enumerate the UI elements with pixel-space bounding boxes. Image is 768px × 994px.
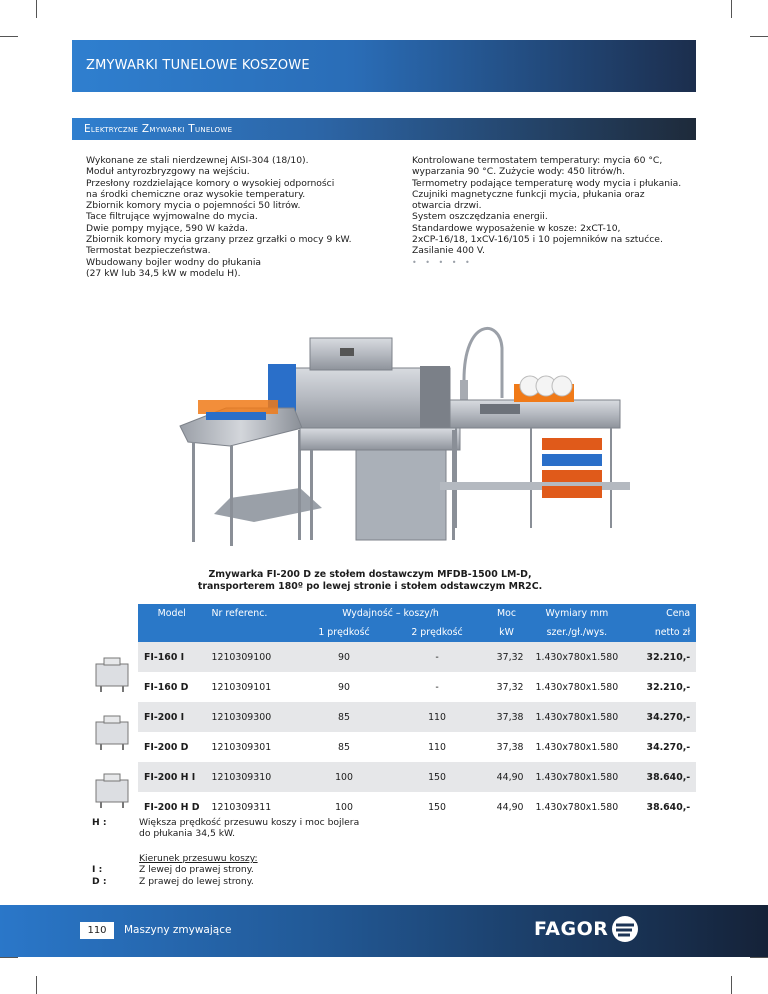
footer-band xyxy=(0,905,768,957)
cell-model: FI-200 D xyxy=(138,732,206,762)
cell-speed1: 100 xyxy=(298,762,391,792)
cell-power: 37,32 xyxy=(484,642,530,672)
cell-power: 37,32 xyxy=(484,672,530,702)
cell-price: 32.210,- xyxy=(624,642,696,672)
note-d: Z prawej do lewej strony. xyxy=(139,876,254,887)
crop-mark xyxy=(750,36,768,37)
fagor-logo-icon xyxy=(610,914,640,944)
footer-label: Maszyny zmywające xyxy=(124,924,232,936)
description-line: Moduł antyrozbryzgowy na wejściu. xyxy=(86,166,250,178)
note-line: Większa prędkość przesuwu koszy i moc bojlera xyxy=(139,817,360,828)
cell-model: FI-200 H D xyxy=(138,792,206,822)
description-line: na środki chemiczne oraz wysokie temperatury. xyxy=(86,188,306,200)
description-left xyxy=(86,155,386,279)
cell-dims: 1.430x780x1.580 xyxy=(530,642,625,672)
cell-model: FI-200 I xyxy=(138,702,206,732)
cell-price: 38.640,- xyxy=(624,762,696,792)
header-dims: Wymiary mm xyxy=(530,604,625,623)
description-line: Zasilanie 400 V. xyxy=(412,245,485,257)
description-line: 2xCP-16/18, 1xCV-16/105 i 10 pojemników na sztućce. xyxy=(412,234,663,246)
header-price-unit: netto zł xyxy=(624,623,696,642)
decorative-dots: • • • • • xyxy=(412,257,473,267)
cell-speed2: 150 xyxy=(391,762,484,792)
cell-speed2: 110 xyxy=(391,732,484,762)
crop-mark xyxy=(731,976,732,994)
cell-dims: 1.430x780x1.580 xyxy=(530,702,625,732)
description-right xyxy=(412,155,702,268)
description-line: System oszczędzania energii. xyxy=(412,211,548,223)
table-row xyxy=(138,702,696,732)
description-line: Dwie pompy myjące, 590 W każda. xyxy=(86,222,248,234)
cell-price: 32.210,- xyxy=(624,672,696,702)
crop-mark xyxy=(36,0,37,18)
crop-mark xyxy=(750,957,768,958)
caption-line: Zmywarka FI-200 D ze stołem dostawczym MFDB-1500 LM-D, xyxy=(208,569,532,580)
crop-mark xyxy=(36,976,37,994)
machine-thumbnail xyxy=(92,712,134,752)
header-dims-unit: szer./gł./wys. xyxy=(530,623,625,642)
cell-power: 44,90 xyxy=(484,762,530,792)
cell-dims: 1.430x780x1.580 xyxy=(530,732,625,762)
section-title: Elektryczne Zmywarki Tunelowe xyxy=(84,123,233,135)
cell-price: 34.270,- xyxy=(624,702,696,732)
machine-thumbnail xyxy=(92,654,134,694)
cell-power: 37,38 xyxy=(484,702,530,732)
note-i: Z lewej do prawej strony. xyxy=(139,864,254,875)
cell-price: 34.270,- xyxy=(624,732,696,762)
header-power-unit: kW xyxy=(484,623,530,642)
header-price: Cena xyxy=(624,604,696,623)
cell-power: 44,90 xyxy=(484,792,530,822)
crop-mark xyxy=(731,0,732,18)
page-title: ZMYWARKI TUNELOWE KOSZOWE xyxy=(86,58,310,73)
cell-speed1: 100 xyxy=(298,792,391,822)
table-row xyxy=(138,732,696,762)
cell-speed2: 150 xyxy=(391,792,484,822)
description-line: otwarcia drzwi. xyxy=(412,200,482,212)
header-blank xyxy=(206,623,298,642)
note-line: do płukania 34,5 kW. xyxy=(139,828,236,840)
description-line: Zbiornik komory mycia o pojemności 50 litrów. xyxy=(86,200,301,212)
description-line: Tace filtrujące wyjmowalne do mycia. xyxy=(86,211,258,223)
cell-ref: 1210309100 xyxy=(206,642,298,672)
brand-name: FAGOR xyxy=(534,918,609,940)
cell-dims: 1.430x780x1.580 xyxy=(530,762,625,792)
crop-mark xyxy=(0,957,18,958)
description-line: Czujniki magnetyczne funkcji mycia, płukania oraz xyxy=(412,188,645,200)
header-capacity: Wydajność – koszy/h xyxy=(298,604,484,623)
description-line: Kontrolowane termostatem temperatury: mycia 60 °C, xyxy=(412,155,663,166)
table-row xyxy=(138,642,696,672)
description-line: Termostat bezpieczeństwa. xyxy=(86,245,211,257)
description-line: Standardowe wyposażenie w kosze: 2xCT-10, xyxy=(412,222,621,234)
description-line: Przesłony rozdzielające komory o wysokiej odporności xyxy=(86,177,335,189)
header-power: Moc xyxy=(484,604,530,623)
header-ref: Nr referenc. xyxy=(206,604,298,623)
cell-ref: 1210309310 xyxy=(206,762,298,792)
description-line: Zbiornik komory mycia grzany przez grzałki o mocy 9 kW. xyxy=(86,234,352,246)
crop-mark xyxy=(0,36,18,37)
cell-ref: 1210309301 xyxy=(206,732,298,762)
cell-speed1: 90 xyxy=(298,672,391,702)
cell-ref: 1210309311 xyxy=(206,792,298,822)
description-line: Wykonane ze stali nierdzewnej AISI-304 (18/10). xyxy=(86,155,309,166)
note-key-h: H : xyxy=(92,817,107,828)
cell-model: FI-160 I xyxy=(138,642,206,672)
note-direction-title xyxy=(139,853,258,864)
cell-model: FI-200 H I xyxy=(138,762,206,792)
description-line: Termometry podające temperaturę wody mycia i płukania. xyxy=(412,177,682,189)
cell-power: 37,38 xyxy=(484,732,530,762)
cell-ref: 1210309101 xyxy=(206,672,298,702)
description-line: Wbudowany bojler wodny do płukania xyxy=(86,256,262,268)
cell-speed2: - xyxy=(391,642,484,672)
cell-speed2: - xyxy=(391,672,484,702)
header-model: Model xyxy=(138,604,206,623)
spec-table xyxy=(138,604,696,822)
direction-title: Kierunek przesuwu koszy: xyxy=(139,853,258,864)
cell-model: FI-160 D xyxy=(138,672,206,702)
description-line: (27 kW lub 34,5 kW w modelu H). xyxy=(86,267,241,279)
cell-price: 38.640,- xyxy=(624,792,696,822)
cell-speed2: 110 xyxy=(391,702,484,732)
header-speed1: 1 prędkość xyxy=(298,623,391,642)
cell-dims: 1.430x780x1.580 xyxy=(530,672,625,702)
cell-ref: 1210309300 xyxy=(206,702,298,732)
cell-dims: 1.430x780x1.580 xyxy=(530,792,625,822)
note-key-d: D : xyxy=(92,876,107,887)
cell-speed1: 90 xyxy=(298,642,391,672)
photo-caption xyxy=(170,569,570,593)
table-row xyxy=(138,672,696,702)
cell-speed1: 85 xyxy=(298,732,391,762)
page-number: 110 xyxy=(80,922,114,939)
note-h xyxy=(139,817,359,840)
caption-line: transporterem 180º po lewej stronie i stołem odstawczym MR2C. xyxy=(197,581,543,592)
header-speed2: 2 prędkość xyxy=(391,623,484,642)
machine-thumbnail xyxy=(92,770,134,810)
description-line: wyparzania 90 °C. Zużycie wody: 450 litrów/h. xyxy=(412,166,626,178)
note-key-i: I : xyxy=(92,864,103,875)
table-row xyxy=(138,762,696,792)
cell-speed1: 85 xyxy=(298,702,391,732)
header-blank xyxy=(138,623,206,642)
product-photo xyxy=(170,308,630,558)
